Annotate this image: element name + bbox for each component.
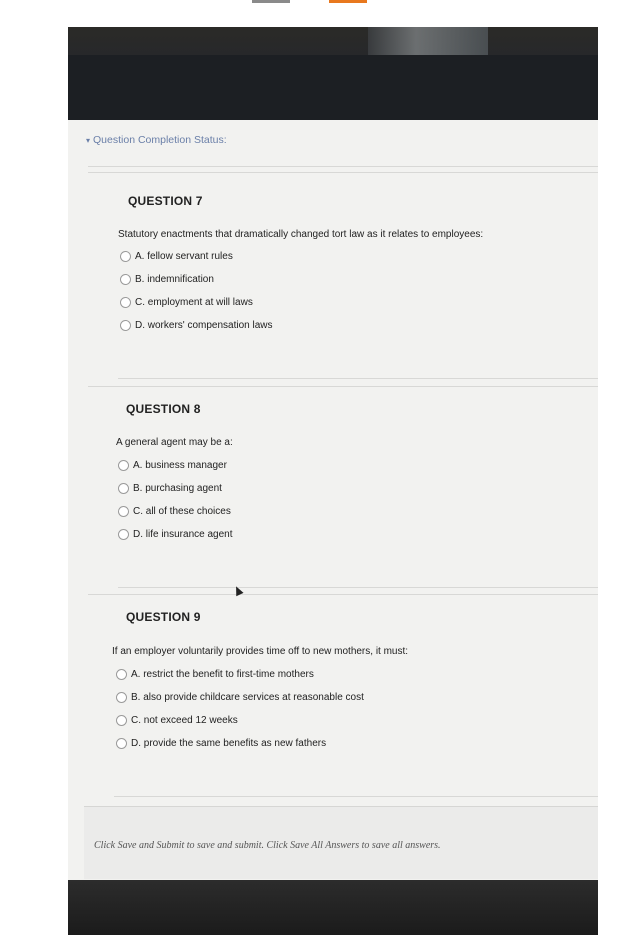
radio-button[interactable]: [116, 715, 127, 726]
submit-instructions: Click Save and Submit to save and submit. Click Save All Answers to save all answers.: [94, 840, 441, 851]
submit-instructions-panel: [84, 806, 598, 879]
option-label: D. provide the same benefits as new fathers: [131, 738, 327, 749]
option-label: B. purchasing agent: [133, 483, 222, 494]
question-9-option-c[interactable]: [116, 715, 238, 726]
monitor-top-bezel: [68, 27, 598, 120]
radio-button[interactable]: [120, 320, 131, 331]
option-label: A. business manager: [133, 460, 227, 471]
question-7-title: QUESTION 7: [128, 194, 203, 208]
question-9-text: If an employer voluntarily provides time off to new mothers, it must:: [112, 646, 409, 657]
question-9-title: QUESTION 9: [126, 610, 201, 624]
top-gray-bar: [252, 0, 290, 3]
option-label: D. workers' compensation laws: [135, 320, 273, 331]
radio-button[interactable]: [118, 483, 129, 494]
divider: [118, 587, 598, 588]
divider: [88, 166, 598, 167]
option-label: D. life insurance agent: [133, 529, 233, 540]
question-7-option-a[interactable]: [120, 251, 233, 262]
radio-button[interactable]: [116, 738, 127, 749]
question-9-option-b[interactable]: [116, 692, 364, 703]
divider: [88, 172, 598, 173]
question-8-title: QUESTION 8: [126, 402, 201, 416]
photo-of-screen: [68, 27, 598, 935]
divider: [114, 796, 598, 797]
quiz-screen: [68, 120, 598, 880]
radio-button[interactable]: [118, 506, 129, 517]
question-9-option-d[interactable]: [116, 738, 326, 749]
question-8-option-d[interactable]: [118, 529, 233, 540]
option-label: C. all of these choices: [133, 506, 231, 517]
question-8-option-a[interactable]: [118, 460, 227, 471]
radio-button[interactable]: [118, 529, 129, 540]
option-label: C. not exceed 12 weeks: [131, 715, 238, 726]
radio-button[interactable]: [120, 274, 131, 285]
status-label: Question Completion Status:: [93, 134, 227, 146]
option-label: A. fellow servant rules: [135, 251, 233, 262]
divider: [118, 378, 598, 379]
option-label: B. indemnification: [135, 274, 214, 285]
radio-button[interactable]: [116, 692, 127, 703]
question-9-option-a[interactable]: [116, 669, 314, 680]
radio-button[interactable]: [120, 297, 131, 308]
divider: [88, 386, 598, 387]
radio-button[interactable]: [120, 251, 131, 262]
radio-button[interactable]: [118, 460, 129, 471]
question-8-option-c[interactable]: [118, 506, 231, 517]
option-label: C. employment at will laws: [135, 297, 253, 308]
question-8-option-b[interactable]: [118, 483, 222, 494]
divider: [88, 594, 598, 595]
monitor-bottom-bezel: [68, 880, 598, 935]
question-completion-status[interactable]: [86, 134, 227, 146]
radio-button[interactable]: [116, 669, 127, 680]
top-orange-bar: [329, 0, 367, 3]
question-7-option-b[interactable]: [120, 274, 214, 285]
option-label: A. restrict the benefit to first-time mothers: [131, 669, 314, 680]
question-8-text: A general agent may be a:: [116, 437, 233, 448]
question-7-text: Statutory enactments that dramatically changed tort law as it relates to employees:: [118, 229, 484, 240]
question-7-option-c[interactable]: [120, 297, 253, 308]
chevron-down-icon: ▾: [86, 136, 91, 145]
question-7-option-d[interactable]: [120, 320, 273, 331]
option-label: B. also provide childcare services at reasonable cost: [131, 692, 364, 703]
